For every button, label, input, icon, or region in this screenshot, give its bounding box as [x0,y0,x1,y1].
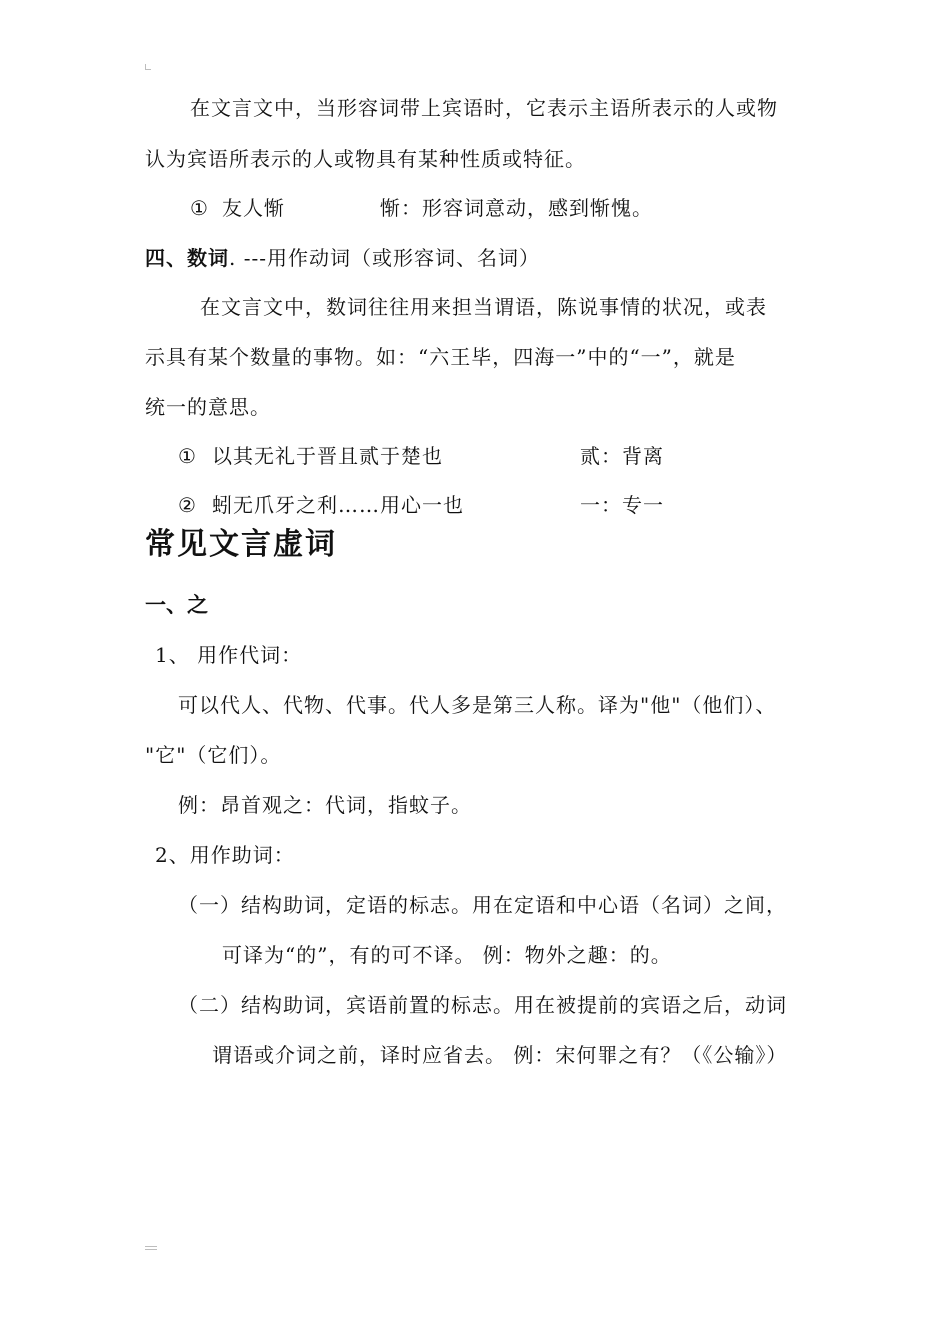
section-4-title: 四、数词 [145,246,229,270]
example-adj-marker: ① [190,196,209,220]
example-num-2-gloss: 一：专一 [580,493,664,517]
example-num-2-marker: ② [178,493,197,517]
example-num-1-sentence: 以其无礼于晋且贰于楚也 [212,444,443,468]
zhi-item-2b-line-1: （二）结构助词，宾语前置的标志。用在被提前的宾语之后，动词 [178,993,787,1017]
example-adj-gloss: 惭：形容词意动，感到惭愧。 [380,196,653,220]
paragraph-adj-line-1: 在文言文中，当形容词带上宾语时，它表示主语所表示的人或物 [190,96,778,120]
footer-crop-mark [145,1246,157,1250]
zhi-item-2-title: 2、用作助词： [155,843,295,867]
zhi-item-2a-line-1: （一）结构助词，定语的标志。用在定语和中心语（名词）之间， [178,893,787,917]
zhi-item-1-line-2: "它"（它们）。 [145,743,282,767]
section-4-subtitle: . ---用作动词（或形容词、名词） [229,246,540,270]
corner-crop-mark [145,64,151,70]
zhi-section-title: 一、之 [145,593,208,617]
paragraph-num-line-3: 统一的意思。 [145,395,271,419]
section-4-heading [145,244,540,272]
paragraph-num-line-1: 在文言文中，数词往往用来担当谓语，陈说事情的状况，或表 [200,295,767,319]
paragraph-adj-line-2: 认为宾语所表示的人或物具有某种性质或特征。 [145,147,586,171]
zhi-item-2a-line-2: 可译为“的”，有的可不译。 例：物外之趣：的。 [222,943,672,967]
zhi-item-1-example: 例：昂首观之：代词，指蚊子。 [178,793,472,817]
zhi-item-1-title: 1、 用作代词： [155,643,303,667]
paragraph-num-line-2: 示具有某个数量的事物。如：“六王毕，四海一”中的“一”，就是 [145,345,736,369]
main-heading: 常见文言虚词 [145,527,337,562]
zhi-item-1-line-1: 可以代人、代物、代事。代人多是第三人称。译为"他"（他们）、 [178,693,777,717]
zhi-item-2b-line-2: 谓语或介词之前，译时应省去。 例：宋何罪之有？（《公输》） [212,1043,788,1067]
example-adj-sentence: 友人惭 [222,196,285,220]
example-num-1-marker: ① [178,444,197,468]
example-num-1-gloss: 贰：背离 [580,444,664,468]
example-num-2-sentence: 蚓无爪牙之利……用心一也 [212,493,464,517]
